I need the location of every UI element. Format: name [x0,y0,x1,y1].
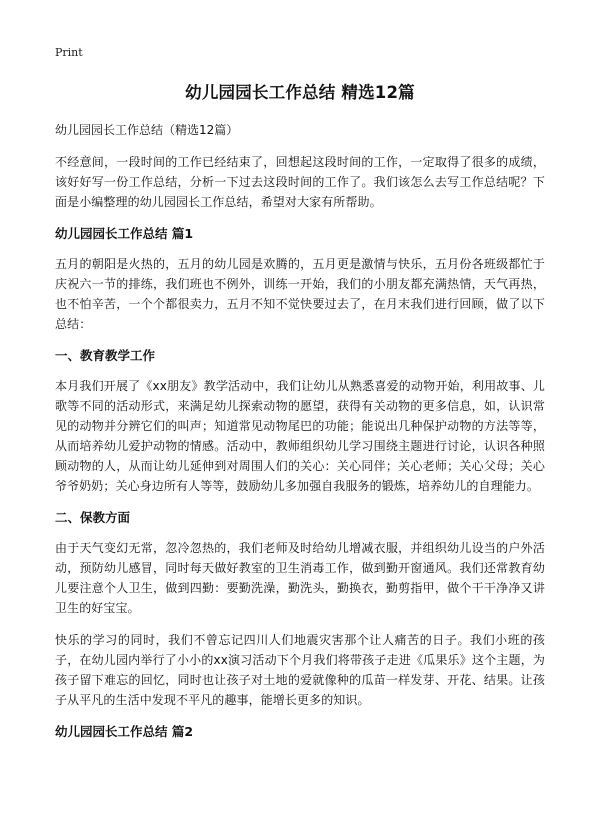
care-paragraph-1: 由于天气变幻无常，忽冷忽热的，我们老师及时给幼儿增减衣服，并组织幼儿设当的户外活动，预防幼儿感冒，同时每天做好教室的卫生消毒工作，做到勤开窗通风。我们还常教育幼儿要注意个人卫生，做到四勤：要勤洗澡，勤洗头，勤换衣，勤剪指甲，做个干干净净又讲卫生的好宝宝。 [55,541,545,615]
heading-care: 二、保教方面 [55,510,131,525]
heading-teaching: 一、教育教学工作 [55,348,156,363]
document-subtitle: 幼儿园园长工作总结（精选12篇） [55,123,239,137]
section-title-2: 幼儿园园长工作总结 篇2 [55,724,194,739]
intro-paragraph: 不经意间，一段时间的工作已经结束了，回想起这段时间的工作，一定取得了很多的成绩，该好好写一份工作总结，分析一下过去这段时间的工作了。我们该怎么去写工作总结呢？下面是小编整理的幼儿园园长工作总结，希望对大家有所帮助。 [55,155,545,209]
document-content [55,120,545,752]
teaching-paragraph: 本月我们开展了《xx朋友》教学活动中，我们让幼儿从熟悉喜爱的动物开始，利用故事、儿歌等不同的活动形式，来满足幼儿探索动物的愿望，获得有关动物的更多信息，如，认识常见的动物并分辨它们的叫声；知道常见动物尾巴的功能；能说出几种保护动物的方法等等，从而培养幼儿爱护动物的情感。活动中，教师组织幼儿学习围绕主题进行讨论，认识各种照顾动物的人，从而让幼儿延伸到对周围人们的关心：关心同伴；关心老师；关心父母；关心爷爷奶奶；关心身边所有人等等，鼓励幼儿多加强自我服务的锻炼，培养幼儿的自理能力。 [55,379,545,493]
care-paragraph-2: 快乐的学习的同时，我们不曾忘记四川人们地震灾害那个让人痛苦的日子。我们小班的孩子，在幼儿园内举行了小小的xx演习活动下个月我们将带孩子走进《瓜果乐》这个主题，为孩子留下难忘的回忆，同时也让孩子对土地的爱就像种的瓜苗一样发芽、开花、结果。让孩子从平凡的生活中发现不平凡的趣事，能增长更多的知识。 [55,633,545,707]
print-label[interactable]: Print [55,46,83,59]
document-title: 幼儿园园长工作总结 精选12篇 [185,83,415,102]
section-title-1: 幼儿园园长工作总结 篇1 [55,226,194,241]
section1-paragraph: 五月的朝阳是火热的，五月的幼儿园是欢腾的，五月更是激情与快乐，五月份各班级都忙于庆祝六一节的排练，我们班也不例外，训练一开始，我们的小朋友都充满热情，天气再热，也不怕辛苦，一个个都很卖力，五月不知不觉快要过去了，在月末我们进行回顾，做了以下总结： [55,257,545,331]
